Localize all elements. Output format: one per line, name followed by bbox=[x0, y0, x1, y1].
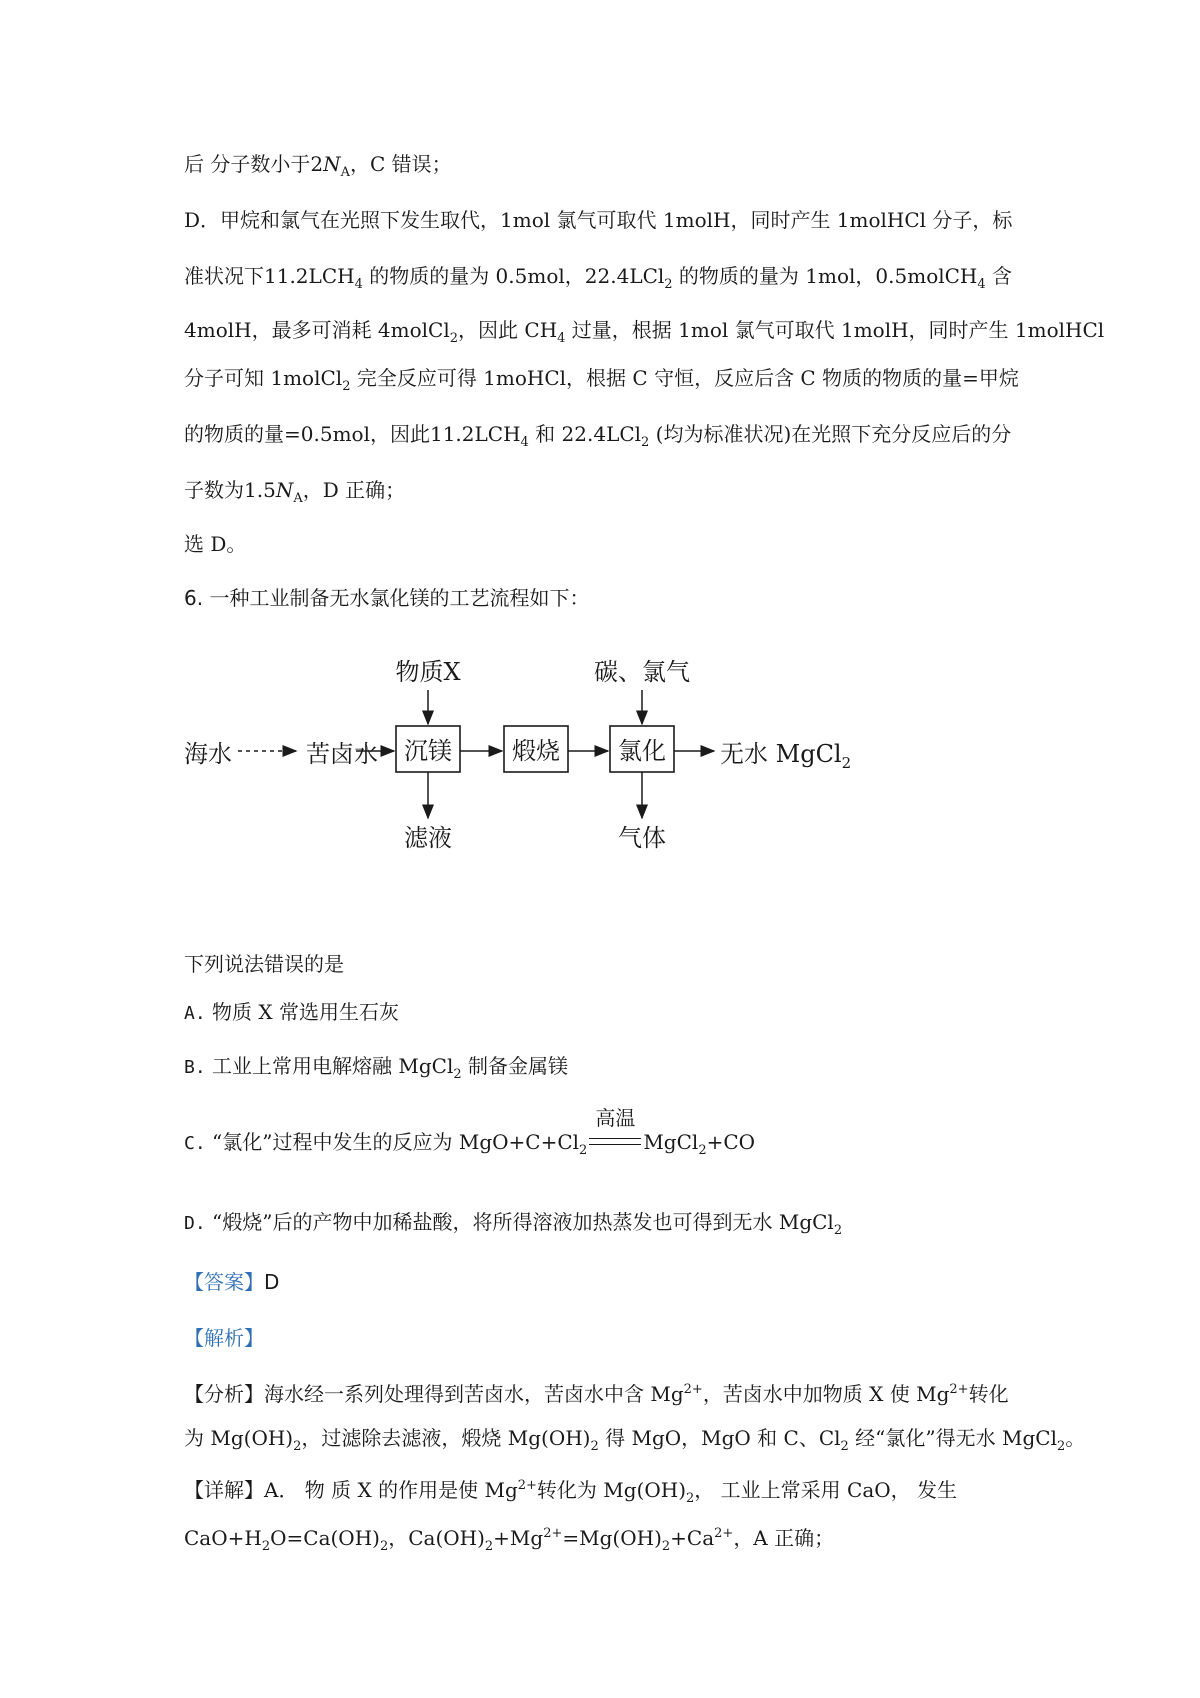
line-6: 的物质的量=0.5mol，因此$11.2LCH_4$ 和 22.4LCl$_2$ (均为标准状况)在光照下充分反应后的分 bbox=[184, 422, 1012, 450]
flow-step-calcine: 煅烧 bbox=[512, 737, 560, 765]
flow-brine: 苦卤水 bbox=[306, 740, 378, 768]
line-5: 分子可知 1molCl$_2$ 完全反应可得 1moHCl，根据 C 守恒，反应后含 C 物质的物质的量=甲烷 bbox=[184, 366, 1019, 394]
analysis-tag: 【解析】 bbox=[184, 1326, 264, 1350]
line-2: D．甲烷和氯气在光照下发生取代，1mol 氯气可取代 1molH，同时产生 1molHCl 分子，标 bbox=[184, 208, 1013, 232]
line-1: 后 分子数小于$2N_A$，C 错误； bbox=[184, 152, 452, 180]
flow-product: 无水 MgCl$_2$ bbox=[720, 740, 852, 772]
flow-input-substance-x: 物质X bbox=[395, 658, 461, 686]
detail-line-1: 【详解】A． 物 质 X 的作用是使 $Mg^{2+}$转化为 $Mg(OH)_2$， 工业上常采用 CaO， 发生 bbox=[184, 1478, 957, 1506]
analysis-line-2: 为 $Mg(OH)_2$，过滤除去滤液，煅烧 $Mg(OH)_2$ 得 MgO，MgO 和 C、$Cl_2$ 经“氯化”得无水 MgCl$_2$。 bbox=[184, 1426, 1086, 1454]
option-b: B. 工业上常用电解熔融 MgCl$_2$ 制备金属镁 bbox=[184, 1054, 569, 1082]
flow-output-gas: 气体 bbox=[618, 824, 666, 852]
line-8: 选 D。 bbox=[184, 532, 247, 556]
answer-tag: 【答案】 bbox=[184, 1270, 264, 1294]
analysis-line-1: 【分析】海水经一系列处理得到苦卤水，苦卤水中含 $Mg^{2+}$，苦卤水中加物质 X 使 $Mg^{2+}$转化 bbox=[184, 1382, 1009, 1406]
option-c: C. “氯化”过程中发生的反应为 $MgO+C+Cl_2$ 高温 MgCl$_2$+CO bbox=[184, 1105, 756, 1158]
answer-line bbox=[184, 1268, 279, 1296]
option-d: D. “煅烧”后的产物中加稀盐酸，将所得溶液加热蒸发也可得到无水 MgCl$_2$ bbox=[184, 1210, 843, 1238]
option-a: A. 物质 X 常选用生石灰 bbox=[184, 1000, 399, 1024]
flow-seawater: 海水 bbox=[184, 740, 232, 768]
process-flow-diagram bbox=[180, 650, 940, 870]
flow-step-precipitate: 沉镁 bbox=[404, 737, 452, 765]
detail-line-2: $CaO+H_2O=Ca(OH)_2$，$Ca(OH)_2+Mg^{2+}=Mg(OH)_2+Ca^{2+}$，A 正确； bbox=[184, 1526, 835, 1554]
line-4: 4molH，最多可消耗 4molCl$_2$，因此 $CH_4$ 过量，根据 1mol 氯气可取代 1molH，同时产生 1molHCl bbox=[184, 318, 1105, 346]
reaction-condition-sign: 高温 bbox=[589, 1130, 641, 1158]
question-6-title: 6. 一种工业制备无水氯化镁的工艺流程如下： bbox=[184, 586, 590, 610]
question-stem: 下列说法错误的是 bbox=[184, 952, 344, 976]
flow-input-carbon-chlorine: 碳、氯气 bbox=[594, 658, 690, 686]
answer-value: D bbox=[264, 1270, 280, 1294]
line-7: 子数为$1.5N_A$，D 正确； bbox=[184, 478, 406, 506]
line-3: 准状况下$11.2LCH_4$ 的物质的量为 0.5mol，22.4LCl$_2$ 的物质的量为 1mol，0.5molCH$_4$ 含 bbox=[184, 264, 1013, 292]
flow-step-chlorinate: 氯化 bbox=[618, 737, 666, 765]
flow-output-filtrate: 滤液 bbox=[404, 824, 452, 852]
